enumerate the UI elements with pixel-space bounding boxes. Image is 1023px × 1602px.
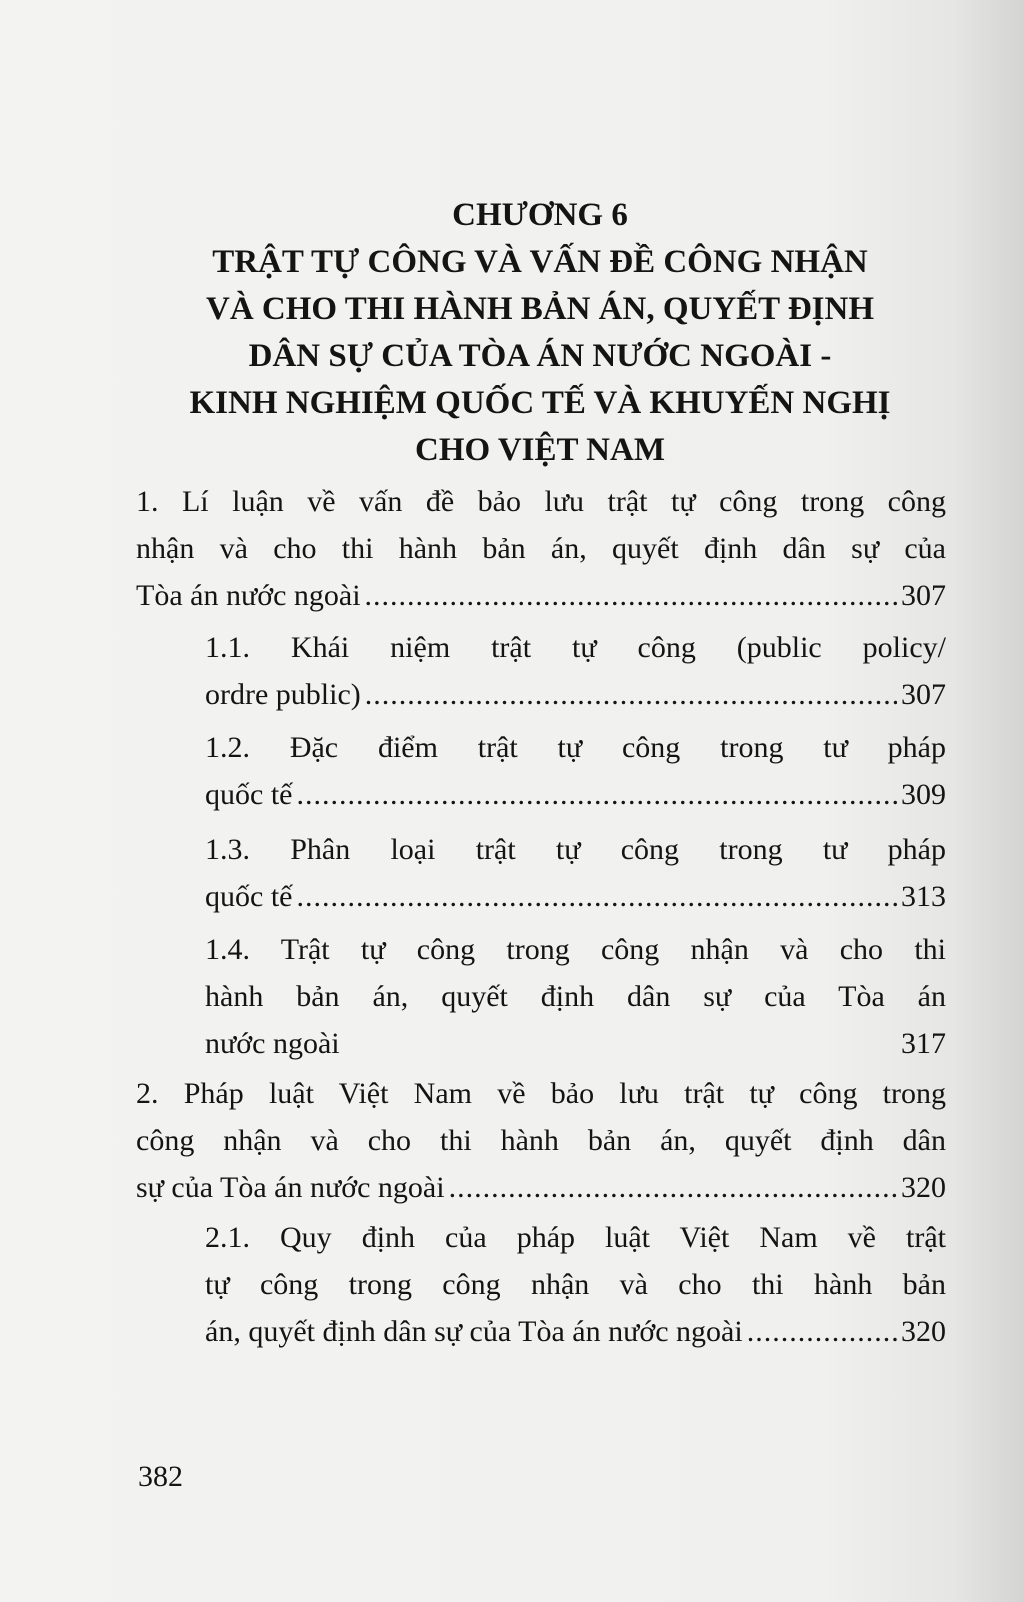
toc-entry-leader-line xyxy=(205,1308,946,1355)
dot-leader xyxy=(365,671,897,718)
toc-page-number: 313 xyxy=(901,880,946,913)
toc-entry-text: 1.2. Đặc điểm trật tự công trong tư pháp xyxy=(205,731,946,764)
toc-entry-leader-line xyxy=(136,1164,946,1211)
dot-leader xyxy=(365,572,897,619)
chapter-title-line: CHO VIỆT NAM xyxy=(415,432,665,468)
chapter-title-line: DÂN SỰ CỦA TÒA ÁN NƯỚC NGOÀI - xyxy=(248,338,832,374)
toc-page-number: 309 xyxy=(901,778,946,811)
toc-entry-2-1[interactable] xyxy=(205,1214,946,1355)
toc-page-number: 320 xyxy=(901,1171,946,1204)
toc-entry-leader-line xyxy=(205,771,946,818)
toc-entry-text: 1.3. Phân loại trật tự công trong tư pháp xyxy=(205,833,946,866)
toc-entry-text: 2.1. Quy định của pháp luật Việt Nam về trật xyxy=(205,1221,946,1254)
chapter-heading xyxy=(150,192,930,474)
toc-entry-leader-line xyxy=(205,671,946,718)
toc-page-number: 320 xyxy=(901,1315,946,1348)
toc-entry-leader-line xyxy=(205,1020,946,1067)
toc-entry-1[interactable] xyxy=(136,478,946,619)
toc-entry-text: 1.4. Trật tự công trong công nhận và cho thi xyxy=(205,933,946,966)
toc-entry-text: án, quyết định dân sự của Tòa án nước ngoài xyxy=(205,1315,743,1348)
toc-entry-text: tự công trong công nhận và cho thi hành bản xyxy=(205,1268,946,1301)
page-number: 382 xyxy=(138,1460,183,1493)
toc-entry-text: sự của Tòa án nước ngoài xyxy=(136,1171,445,1204)
toc-page-number: 307 xyxy=(901,579,946,612)
toc-entry-text: quốc tế xyxy=(205,880,293,913)
toc-page-number: 307 xyxy=(901,678,946,711)
toc-entry-text: nước ngoài xyxy=(205,1027,340,1060)
toc-entry-text: 1. Lí luận về vấn đề bảo lưu trật tự công trong công xyxy=(136,485,946,518)
chapter-title-line: KINH NGHIỆM QUỐC TẾ VÀ KHUYẾN NGHỊ xyxy=(189,385,891,421)
toc-entry-text: Tòa án nước ngoài xyxy=(136,579,361,612)
toc-entry-text: hành bản án, quyết định dân sự của Tòa án xyxy=(205,980,946,1013)
toc-entry-1-3[interactable] xyxy=(205,826,946,920)
toc-entry-1-1[interactable] xyxy=(205,624,946,718)
chapter-number: CHƯƠNG 6 xyxy=(452,197,628,233)
toc-page-number: 317 xyxy=(901,1027,946,1060)
toc-entry-leader-line xyxy=(205,873,946,920)
dot-leader xyxy=(747,1308,897,1355)
toc-entry-2[interactable] xyxy=(136,1070,946,1211)
toc-entry-1-4[interactable] xyxy=(205,926,946,1067)
dot-leader xyxy=(296,873,897,920)
dot-leader xyxy=(296,771,897,818)
toc-entry-text: ordre public) xyxy=(205,678,361,711)
toc-entry-1-2[interactable] xyxy=(205,724,946,818)
toc-entry-text: quốc tế xyxy=(205,778,293,811)
toc-entry-leader-line xyxy=(136,572,946,619)
toc-entry-text: công nhận và cho thi hành bản án, quyết định dân xyxy=(136,1124,946,1157)
dot-leader xyxy=(449,1164,897,1211)
toc-entry-text: 2. Pháp luật Việt Nam về bảo lưu trật tự công trong xyxy=(136,1077,946,1110)
chapter-title-line: VÀ CHO THI HÀNH BẢN ÁN, QUYẾT ĐỊNH xyxy=(205,291,875,327)
toc-entry-text: 1.1. Khái niệm trật tự công (public policy/ xyxy=(205,631,946,664)
chapter-title-line: TRẬT TỰ CÔNG VÀ VẤN ĐỀ CÔNG NHẬN xyxy=(212,244,868,280)
toc-entry-text: nhận và cho thi hành bản án, quyết định dân sự của xyxy=(136,532,946,565)
